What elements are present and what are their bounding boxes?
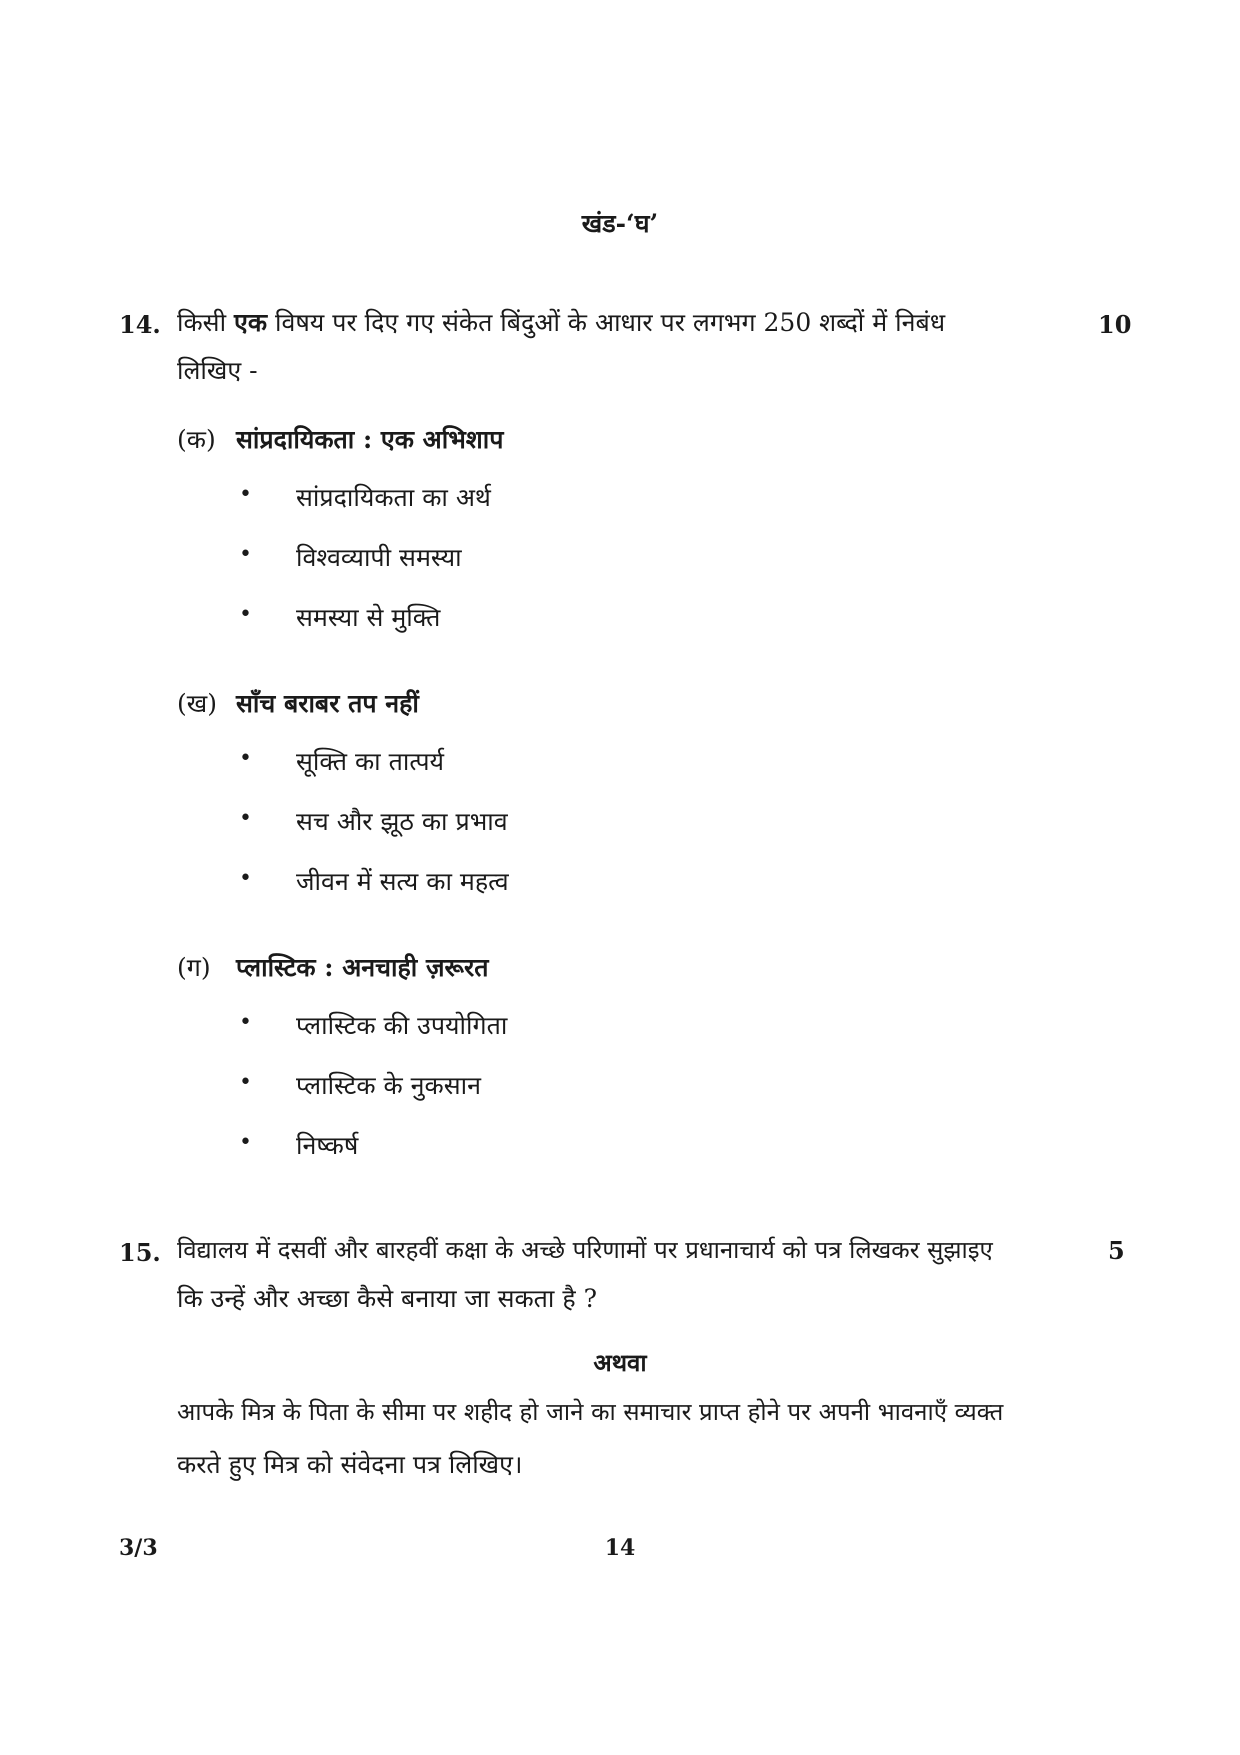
question-15-line-2: कि उन्हें और अच्छा कैसे बनाया जा सकता है ?: [177, 1284, 597, 1313]
bullet-icon: •: [239, 542, 252, 567]
or-word: अथवा: [593, 1348, 647, 1377]
option-ga-point-1: प्लास्टिक की उपयोगिता: [296, 1011, 508, 1040]
question-14-number: 14.: [119, 310, 161, 339]
option-ga-point-3: निष्कर्ष: [296, 1131, 359, 1160]
option-ga-point-2: प्लास्टिक के नुकसान: [296, 1071, 481, 1100]
paper-code: 3/3: [119, 1535, 158, 1561]
bullet-icon: •: [239, 1010, 252, 1035]
question-14-line-1: [177, 310, 945, 335]
option-kha-title: साँच बराबर तप नहीं: [236, 689, 419, 718]
question-14-post: विषय पर दिए गए संकेत बिंदुओं के आधार पर लगभग 250 शब्दों में निबंध: [267, 308, 946, 337]
question-15-line-1: विद्यालय में दसवीं और बारहवीं कक्षा के अच्छे परिणामों पर प्रधानाचार्य को पत्र लिखकर सुझाइए: [177, 1236, 993, 1264]
option-kha-point-3: जीवन में सत्य का महत्व: [296, 867, 509, 896]
bullet-icon: •: [239, 1070, 252, 1095]
page-number: 14: [604, 1535, 636, 1561]
question-14-line-2: लिखिए -: [177, 356, 258, 385]
option-kha-point-1: सूक्ति का तात्पर्य: [296, 747, 445, 776]
bullet-icon: •: [239, 1130, 252, 1155]
option-ka-point-1: सांप्रदायिकता का अर्थ: [296, 483, 491, 512]
option-ka-title: सांप्रदायिकता : एक अभिशाप: [236, 425, 504, 454]
option-ka-point-2: विश्वव्यापी समस्या: [296, 543, 462, 572]
bullet-icon: •: [239, 602, 252, 627]
bullet-icon: •: [239, 806, 252, 831]
option-ka-label: (क): [177, 425, 216, 454]
option-kha-point-2: सच और झूठ का प्रभाव: [296, 807, 508, 836]
question-14-bold-word: एक: [234, 308, 268, 337]
section-title: खंड-‘घ’: [581, 209, 659, 238]
option-ga-title: प्लास्टिक : अनचाही ज़रूरत: [236, 953, 489, 982]
bullet-icon: •: [239, 746, 252, 771]
option-kha-label: (ख): [177, 689, 217, 718]
question-15-alt-line-1: आपके मित्र के पिता के सीमा पर शहीद हो जाने का समाचार प्राप्त होने पर अपनी भावनाएँ व्यक्त: [177, 1398, 1004, 1426]
question-15-marks: 5: [1108, 1236, 1125, 1265]
question-14-pre: किसी: [177, 308, 234, 337]
option-ga-label: (ग): [177, 953, 211, 982]
question-15-alt-line-2: करते हुए मित्र को संवेदना पत्र लिखिए।: [177, 1450, 523, 1479]
bullet-icon: •: [239, 482, 252, 507]
question-15-number: 15.: [119, 1238, 161, 1267]
bullet-icon: •: [239, 866, 252, 891]
question-14-marks: 10: [1098, 310, 1132, 339]
option-ka-point-3: समस्या से मुक्ति: [296, 603, 441, 632]
